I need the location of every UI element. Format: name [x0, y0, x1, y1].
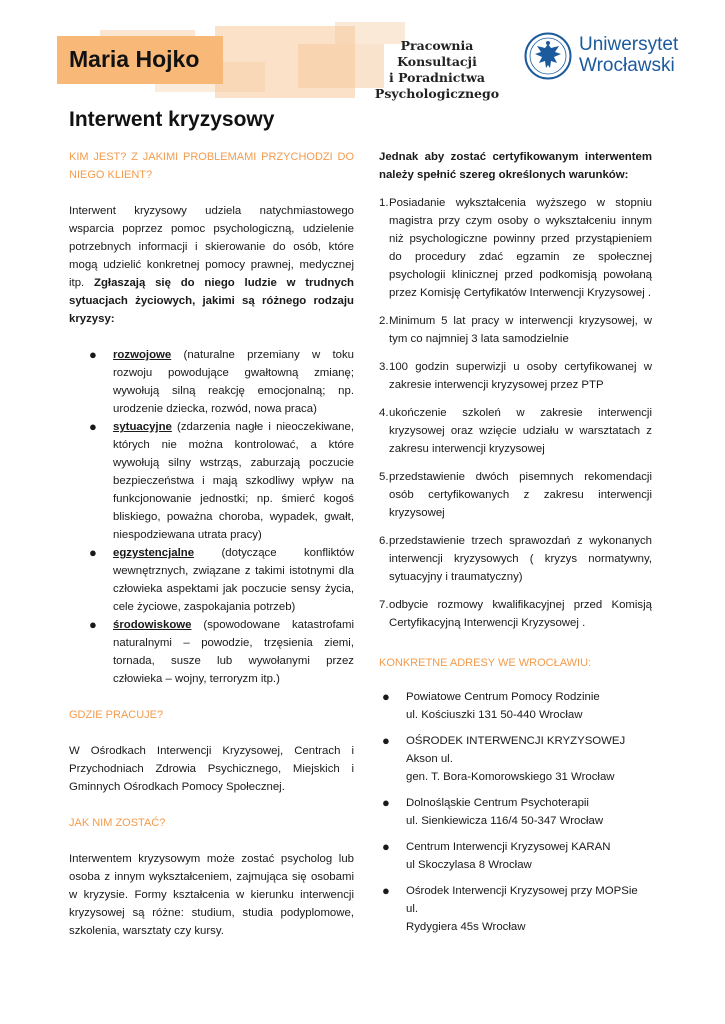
page-title: Interwent kryzysowy: [69, 108, 275, 131]
crisis-desc: (naturalne przemiany w toku rozwoju powodujące gwałtowną zmianę; wywołują silną reakcję emocjonalną; np. urodzenie dziecka, rozwód, nowa praca): [113, 349, 354, 415]
list-item: [69, 418, 354, 544]
crisis-term: sytuacyjne: [113, 421, 172, 433]
list-item: [379, 194, 652, 302]
condition-number: 1.: [379, 197, 389, 209]
certification-conditions-list: [379, 194, 652, 632]
intro-text: Interwent kryzysowy udziela natychmiastowego wsparcia poprzez pomoc psychologiczną, udzielenie potrzebnych informacji i skierowanie do osób, które mogą udzielić konkretnej pomocy prawnej, medycznej itp.: [69, 205, 354, 289]
pracownia-line: Pracownia Konsultacji: [397, 38, 477, 69]
author-name: Maria Hojko: [69, 46, 200, 72]
address-name: Powiatowe Centrum Pomocy Rodzinie: [406, 691, 600, 703]
condition-number: 2.: [379, 315, 389, 327]
how-paragraph: Interwentem kryzysowym może zostać psycholog lub osoba z innym wykształceniem, zajmująca się osobami w kryzysie. Formy kształcenia w kierunku interwencji kryzysowej są różne: studium, studia podyplomowe, szkolenia, warsztaty czy kursy.: [69, 853, 354, 937]
intro-bold-text: Zgłaszają się do niego ludzie w trudnych sytuacjach życiowych, jakimi są różnego rodzaju kryzysy:: [69, 277, 354, 325]
address-name: Centrum Interwencji Kryzysowej KARAN: [406, 841, 611, 853]
crisis-types-list: [69, 346, 354, 688]
bullet-icon: ●: [89, 617, 97, 632]
list-item: [379, 732, 652, 786]
crisis-desc: (zdarzenia nagłe i nieoczekiwane, których nie można kontrolować, a które wywołują silny wstrząs, zaburzają poczucie bezpieczeństwa i mają szkodliwy wpływ na funkcjonowanie jednostki; np. śmierć kogoś bliskiego, poważna choroba, wypadek, gwałt, niespodziewana utrata pracy): [113, 421, 354, 541]
address-street: ul. Sienkiewicza 116/4 50-347 Wrocław: [406, 815, 604, 827]
condition-number: 3.: [379, 361, 389, 373]
list-item: [379, 532, 652, 586]
address-street: Rydygiera 45s Wrocław: [406, 921, 526, 933]
condition-number: 7.: [379, 599, 389, 611]
condition-number: 6.: [379, 535, 389, 547]
address-name: Dolnośląskie Centrum Psychoterapii: [406, 797, 589, 809]
condition-text: odbycie rozmowy kwalifikacyjnej przed Komisją Certyfikacyjną Interwencji Kryzysowej .: [389, 599, 652, 629]
bullet-icon: ●: [382, 795, 390, 810]
bullet-icon: ●: [89, 545, 97, 560]
crisis-term: egzystencjalne: [113, 547, 195, 559]
address-name: Ośrodek Interwencji Kryzysowej przy MOPSie ul.: [406, 885, 638, 915]
pracownia-logo-text: [366, 38, 508, 102]
list-item: [379, 358, 652, 394]
condition-text: przedstawienie dwóch pisemnych rekomendacji osób certyfikowanych z zakresu interwencji kryzysowej: [389, 471, 652, 519]
addresses-list: [379, 688, 652, 936]
bullet-icon: ●: [89, 419, 97, 434]
list-item: [69, 616, 354, 688]
crisis-desc: (dotyczące konfliktów wewnętrznych, związane z takimi istotnymi dla człowieka aspektami jak poczucie sensy życia, cele życiowe, zaspokajania potrzeb): [113, 547, 354, 613]
address-street: ul Skoczylasa 8 Wrocław: [406, 859, 532, 871]
university-name-line: Uniwersytet: [579, 34, 679, 55]
where-paragraph: W Ośrodkach Interwencji Kryzysowej, Centrach i Przychodniach Zdrowia Psychicznego, Miejskich i Gminnych Ośrodkach Pomocy Społecznej.: [69, 745, 354, 793]
left-column: [69, 148, 354, 940]
pracownia-line: i Poradnictwa: [388, 70, 485, 85]
page-header: [0, 0, 725, 100]
right-column: [379, 148, 652, 944]
pracownia-line: Psychologicznego: [374, 86, 500, 101]
condition-number: 5.: [379, 471, 389, 483]
bullet-icon: ●: [382, 839, 390, 854]
list-item: [379, 312, 652, 348]
list-item: [379, 794, 652, 830]
address-street: ul. Kościuszki 131 50-440 Wrocław: [406, 709, 583, 721]
university-name-line: Wrocławski: [579, 55, 675, 76]
crisis-term: środowiskowe: [113, 619, 192, 631]
section-heading-addresses: KONKRETNE ADRESY WE WROCŁAWIU:: [379, 657, 592, 669]
certification-heading: Jednak aby zostać certyfikowanym interwentem należy spełnić szereg określonych warunków:: [379, 151, 652, 181]
list-item: [379, 596, 652, 632]
address-name: OŚRODEK INTERWENCJI KRYZYSOWEJ Akson ul.: [406, 735, 626, 765]
condition-text: przedstawienie trzech sprawozdań z wykonanych interwencji kryzysowych ( kryzys normatywny, sytuacyjny i traumatyczny): [389, 535, 652, 583]
intro-paragraph: [69, 202, 354, 328]
list-item: [379, 838, 652, 874]
bullet-icon: ●: [382, 733, 390, 748]
section-heading-where: GDZIE PRACUJE?: [69, 709, 164, 721]
bullet-icon: ●: [382, 689, 390, 704]
condition-text: ukończenie szkoleń w zakresie interwencji kryzysowej oraz wzięcie udziału w warsztatach z zakresu interwencji kryzysowej: [389, 407, 652, 455]
list-item: [69, 346, 354, 418]
university-eagle-seal-icon: [524, 32, 572, 80]
crisis-desc: (spowodowane katastrofami naturalnymi – powodzie, trzęsienia ziemi, tornada, susze lub wywołanymi przez człowieka – wojny, terroryzm itp.): [113, 619, 354, 685]
crisis-term: rozwojowe: [113, 349, 172, 361]
condition-text: 100 godzin superwizji u osoby certyfikowanej w zakresie interwencji kryzysowej przez PTP: [389, 361, 652, 391]
address-street: gen. T. Bora-Komorowskiego 31 Wrocław: [406, 771, 615, 783]
condition-number: 4.: [379, 407, 389, 419]
section-heading-who: KIM JEST? Z JAKIMI PROBLEMAMI PRZYCHODZI DO NIEGO KLIENT?: [69, 151, 354, 181]
university-name: [579, 34, 678, 76]
list-item: [379, 882, 652, 936]
list-item: [69, 544, 354, 616]
bullet-icon: ●: [89, 347, 97, 362]
condition-text: Minimum 5 lat pracy w interwencji kryzysowej, w tym co najmniej 3 lata samodzielnie: [389, 315, 652, 345]
condition-text: Posiadanie wykształcenia wyższego w stopniu magistra przy czym osoby o wykształceniu innym niż psychologiczne powinny przed przystąpieniem do procedury zdać egzamin ze społecznej psychologii klinicznej przed podkomisją powołaną przez Komisję Certyfikatów Interwencji Kryzysowej .: [389, 197, 652, 299]
list-item: [379, 688, 652, 724]
list-item: [379, 468, 652, 522]
bullet-icon: ●: [382, 883, 390, 898]
list-item: [379, 404, 652, 458]
section-heading-how: JAK NIM ZOSTAĆ?: [69, 817, 166, 829]
